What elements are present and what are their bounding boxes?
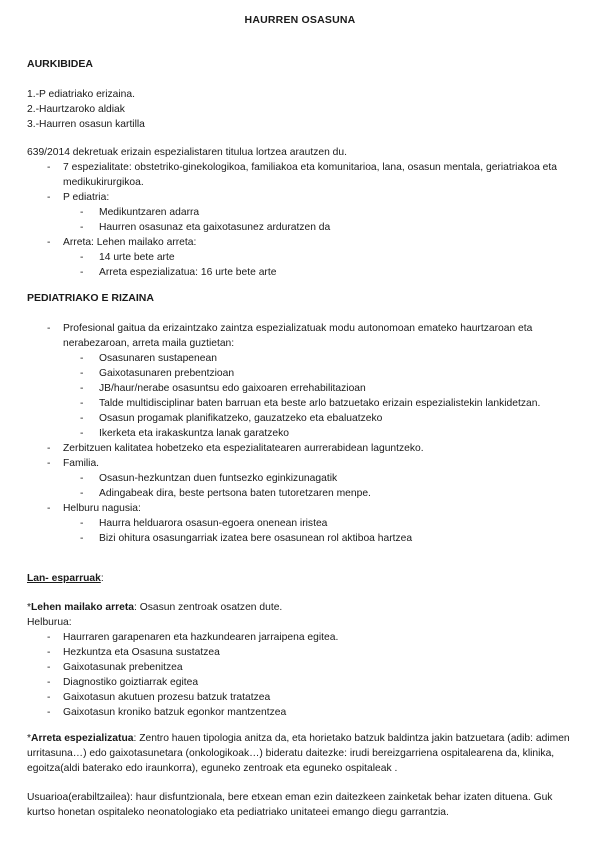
nurse-heading: PEDIATRIAKO E RIZAINA bbox=[27, 292, 154, 304]
specialized-care-paragraph: *Arreta espezializatua: Zentro hauen tipologia anitza da, eta horietako batzuk baldintza jakin batzuetara (adib: adimen urritasuna…) edo gaixotasunetara (onkologikoak…) bideratu daitezke: irudi bereizgarriena ospitalearena da, klinika, egoitza(aldi baterako edo iraunkorra), eguneko zentroak eta eguneko ospitaleak . bbox=[27, 733, 570, 774]
nurse-section bbox=[27, 321, 575, 546]
list-item: - Adingabeak dira, beste pertsona baten tutoretzaren menpe. bbox=[63, 486, 575, 501]
list-item: - Diagnostiko goiztiarrak egitea bbox=[27, 675, 575, 690]
list-item: - Hezkuntza eta Osasuna sustatzea bbox=[27, 645, 575, 660]
decree-section bbox=[27, 145, 575, 280]
goals-label: Helburua: bbox=[27, 617, 72, 628]
list-item: - Arreta: Lehen mailako arreta: - 14 urte bete arte - Arreta espezializatua: 16 urte bete arte bbox=[27, 235, 575, 280]
list-item: - Helburu nagusia: - Haurra helduarora osasun-egoera onenean iristea - Bizi ohitura osasungarriak izatea bere osasunean rol aktiboa hartzea bbox=[27, 501, 575, 546]
list-item: - Haurraren garapenaren eta hazkundearen jarraipena egitea. bbox=[27, 630, 575, 645]
list-item: - Ikerketa eta irakaskuntza lanak garatzeko bbox=[63, 426, 575, 441]
list-item: - 14 urte bete arte bbox=[63, 250, 575, 265]
index-list bbox=[27, 87, 575, 132]
list-item: - Haurra helduarora osasun-egoera onenean iristea bbox=[63, 516, 575, 531]
list-item: - JB/haur/nerabe osasuntsu edo gaixoaren errehabilitazioan bbox=[63, 381, 575, 396]
list-item: - Medikuntzaren adarra bbox=[63, 205, 575, 220]
list-item: - Profesional gaitua da erizaintzako zaintza espezializatuak modu autonomoan emateko haurtzaroan eta nerabezaroan, arreta maila guztietan: - Osasunaren sustapenean - Gaixotasunaren prebentzioan - JB/haur/nerabe osasuntsu edo gaixoaren errehabilitazioan - Talde multidisciplinar baten barruan eta beste arlo batzuetako erizain espezialistekin lankidetzan. - Osasun progamak planifikatzeko, gauzatzeko eta ebaluatzeko - Ikerketa eta irakaskuntza lanak garatzeko bbox=[27, 321, 575, 441]
index-heading: AURKIBIDEA bbox=[27, 58, 93, 70]
work-areas-heading: Lan- esparruak: bbox=[27, 573, 104, 584]
list-item: - Gaixotasunaren prebentzioan bbox=[63, 366, 575, 381]
primary-care-line: *Lehen mailako arreta: Osasun zentroak osatzen dute. bbox=[27, 602, 283, 613]
list-item: - Talde multidisciplinar baten barruan eta beste arlo batzuetako erizain espezialistekin lankidetzan. bbox=[63, 396, 575, 411]
index-item: 1.-P ediatriako erizaina. bbox=[27, 89, 135, 100]
list-item: - P ediatria: - Medikuntzaren adarra - Haurren osasunaz eta gaixotasunez arduratzen da bbox=[27, 190, 575, 235]
index-item: 2.-Haurtzaroko aldiak bbox=[27, 104, 125, 115]
list-item: - Haurren osasunaz eta gaixotasunez arduratzen da bbox=[63, 220, 575, 235]
page-title: HAURREN OSASUNA bbox=[244, 14, 356, 26]
decree-intro: 639/2014 dekretuak erizain espezialistaren titulua lortzea arautzen du. bbox=[27, 147, 347, 158]
list-item: - Gaixotasunak prebenitzea bbox=[27, 660, 575, 675]
list-item: - Bizi ohitura osasungarriak izatea bere osasunean rol aktiboa hartzea bbox=[63, 531, 575, 546]
list-item: - 7 espezialitate: obstetriko-ginekologikoa, familiakoa eta komunitarioa, lana, osasun mentala, geriatriakoa eta medikukirurgikoa. bbox=[27, 160, 575, 190]
list-item: - Osasun-hezkuntzan duen funtsezko eginkizunagatik bbox=[63, 471, 575, 486]
list-item: - Gaixotasun akutuen prozesu batzuk tratatzea bbox=[27, 690, 575, 705]
primary-care-section bbox=[27, 600, 575, 720]
list-item: - Arreta espezializatua: 16 urte bete arte bbox=[63, 265, 575, 280]
user-paragraph: Usuarioa(erabiltzailea): haur disfuntzionala, bere etxean eman ezin daitezkeen zainketak behar izaten dituena. Guk kurtso honetan ospitaleko neonatologiako eta pediatriako unitateei emango diegu garrantzia. bbox=[27, 792, 553, 818]
index-item: 3.-Haurren osasun kartilla bbox=[27, 119, 145, 130]
list-item: - Osasunaren sustapenean bbox=[63, 351, 575, 366]
list-item: - Osasun progamak planifikatzeko, gauzatzeko eta ebaluatzeko bbox=[63, 411, 575, 426]
list-item: - Familia. - Osasun-hezkuntzan duen funtsezko eginkizunagatik - Adingabeak dira, beste pertsona baten tutoretzaren menpe. bbox=[27, 456, 575, 501]
list-item: - Zerbitzuen kalitatea hobetzeko eta espezialitatearen aurrerabidean laguntzeko. bbox=[27, 441, 575, 456]
list-item: - Gaixotasun kroniko batzuk egonkor mantzentzea bbox=[27, 705, 575, 720]
